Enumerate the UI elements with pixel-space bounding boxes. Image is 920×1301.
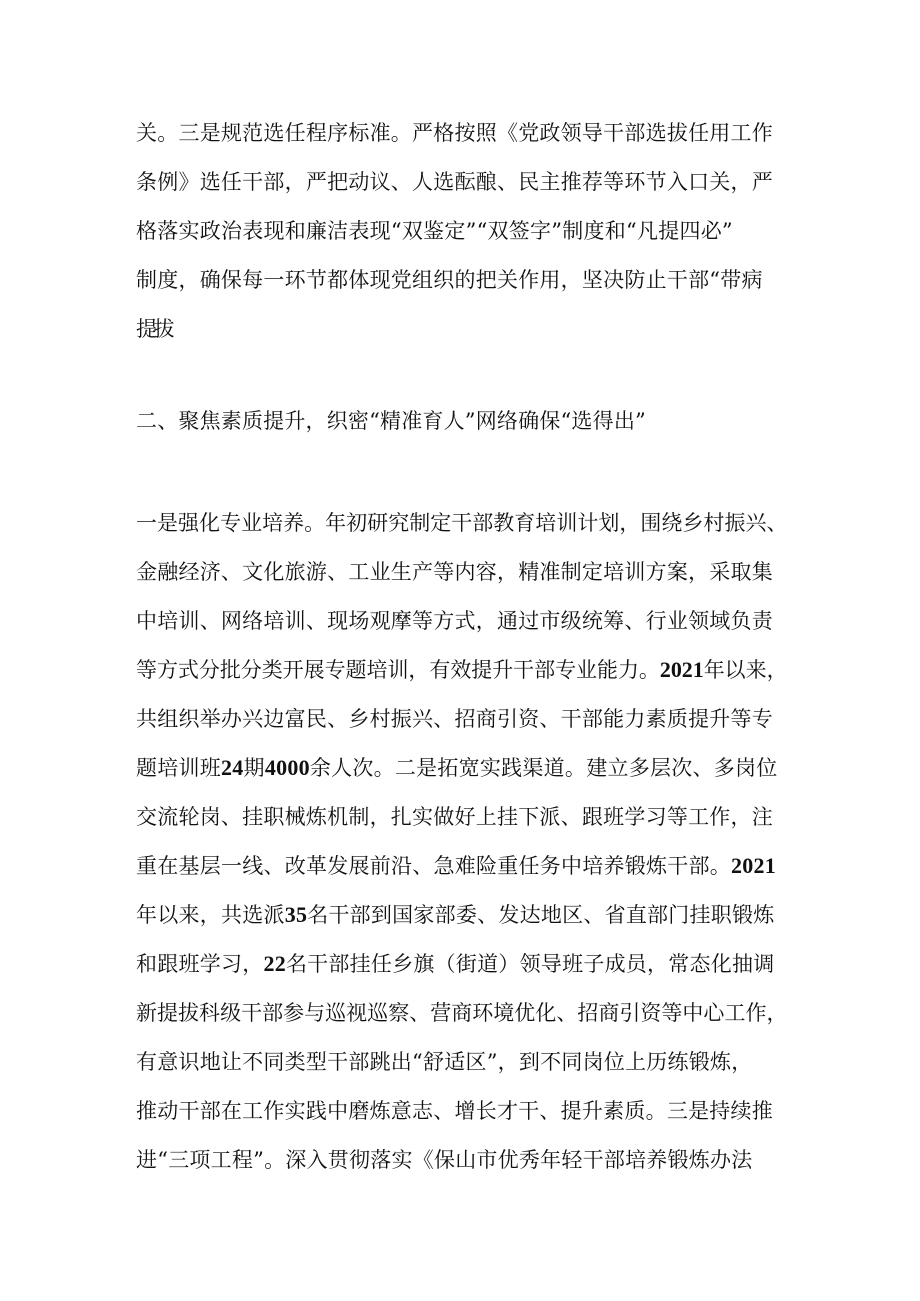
paragraph-line: 年以来，共选派35名干部到国家部委、发达地区、省直部门挂职锻炼 <box>136 902 775 927</box>
paragraph-line: 中培训、网络培训、现场观摩等方式，通过市级统筹、行业领域负责 <box>136 609 773 633</box>
paragraph-line: 重在基层一线、改革发展前沿、急难险重任务中培养锻炼干部。2021 <box>136 853 776 878</box>
paragraph-line: 提拔 <box>136 317 171 341</box>
paragraph-line: 和跟班学习，22名干部挂任乡旗（街道）领导班子成员，常态化抽调 <box>136 951 775 976</box>
section-heading: 二、聚焦素质提升，织密“精准育人”网络确保“选得出” <box>136 409 646 433</box>
paragraph-line: 关。三是规范选任程序标准。严格按照《党政领导干部选拔任用工作 <box>136 121 773 145</box>
emphasized-number: 2021 <box>659 657 704 682</box>
paragraph-line: 有意识地让不同类型干部跳出“舒适区”，到不同岗位上历练锻炼， <box>136 1050 753 1074</box>
paragraph-line: 题培训班24期4000余人次。二是拓宽实践渠道。建立多层次、多岗位 <box>136 755 778 780</box>
emphasized-number: 24 <box>221 755 244 780</box>
emphasized-number: 22 <box>263 951 286 976</box>
paragraph-line: 一是强化专业培养。年初研究制定干部教育培训计划，围绕乡村振兴、 <box>136 511 788 535</box>
paragraph-line: 交流轮岗、挂职械炼机制，扎实做好上挂下派、跟班学习等工作，注 <box>136 805 773 829</box>
paragraph-line: 条例》选任干部，严把动议、人选酝酿、民主推荐等环节入口关，严 <box>136 170 773 194</box>
paragraph-line: 进“三项工程”。深入贯彻落实《保山市优秀年轻干部培养锻炼办法 <box>136 1148 753 1172</box>
paragraph-line: 共组织举办兴边富民、乡村振兴、招商引资、干部能力素质提升等专 <box>136 707 773 731</box>
paragraph-line: 推动干部在工作实践中磨炼意志、增长才干、提升素质。三是持续推 <box>136 1099 773 1123</box>
paragraph-line: 制度，确保每一环节都体现党组织的把关作用，坚决防止干部“带病 <box>136 268 763 292</box>
paragraph-line: 等方式分批分类开展专题培训，有效提升干部专业能力。2021年以来， <box>136 657 788 682</box>
emphasized-number: 4000 <box>264 755 310 780</box>
paragraph-line: 新提拔科级干部参与巡视巡察、营商环境优化、招商引资等中心工作， <box>136 1001 788 1025</box>
paragraph-line: 金融经济、文化旅游、工业生产等内容，精准制定培训方案，采取集 <box>136 560 773 584</box>
paragraph-line: 格落实政治表现和廉洁表现“双鉴定”“双签字”制度和“凡提四必” <box>136 219 733 243</box>
emphasized-number: 2021 <box>731 853 776 878</box>
emphasized-number: 35 <box>284 902 308 927</box>
